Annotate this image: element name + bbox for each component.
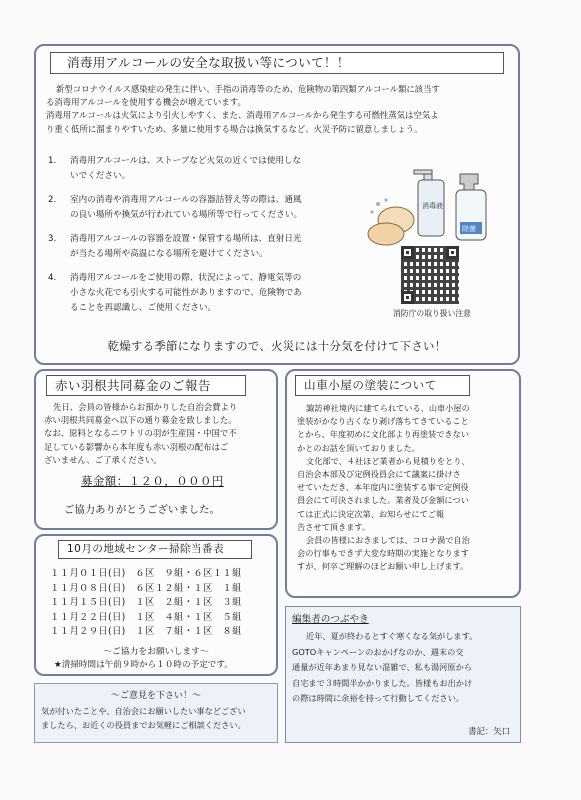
opinion-section — [34, 683, 278, 743]
rule-line: 小さな火花でも引火する可能性がありますので、危険物であ — [70, 288, 302, 298]
alcohol-safety-section — [34, 44, 520, 365]
editor-line: 自宅まで３時間半かかりました。皆様もお出かけ — [292, 677, 473, 688]
opinion-line: 気が付いたことや、自治会にお願いしたい事などござい — [41, 706, 246, 716]
cleaning-schedule — [50, 567, 242, 640]
editor-line: 通量が近年あまり見ない混雑で、私も湯河原から — [292, 662, 472, 672]
opinion-body — [41, 704, 277, 732]
qr-finder-icon — [401, 246, 414, 259]
body-line: 文化部で、４社ほど業者から見積りをとり、 — [306, 455, 470, 466]
rule-line: が当たる場所や高温になる場所を避けてください。 — [70, 249, 268, 259]
editor-signature: 書記：矢口 — [468, 726, 510, 736]
spray-label: 除菌 — [462, 225, 476, 233]
body-line: 告させて頂きます。 — [297, 521, 371, 532]
editor-line: GOTOキャンペーンのおかげなのか、週末の交 — [292, 646, 464, 657]
qr-caption: 消防庁の取り扱い注意 — [393, 309, 471, 318]
rule-number: 4. — [48, 273, 57, 283]
intro-line: 新型コロナウイルス感染症の発生に伴い、手指の消毒等のため、危険物の第四類アルコール類に該当す — [56, 84, 440, 94]
body-line: 足している影響から本年度も赤い羽根の配布はご — [44, 441, 229, 452]
rule-line: 消毒用アルコールの容器を設置・保管する場所は、直射日光 — [70, 234, 302, 244]
schedule-row: １１月０８日(日) ６区１２組・１区 １組 — [50, 582, 242, 594]
intro-line: る消毒用アルコールを使用する機会が増えています。 — [46, 97, 246, 108]
rule-line: 室内の消毒や消毒用アルコールの容器詰替え等の際は、通風 — [70, 195, 302, 205]
rule-item — [48, 193, 348, 223]
intro-line: 消毒用アルコールは火気により引火しやすく、また、消毒用アルコールから発生する可燃性蒸気は空気よ — [46, 110, 439, 121]
cleaning-section — [34, 534, 278, 676]
rule-item — [48, 154, 348, 184]
body-line: 員会にて可決されました。業者及び金額につい — [297, 495, 469, 506]
rule-line: ることを再認識し、ご使用ください。 — [70, 303, 217, 313]
alcohol-rules-list — [48, 154, 348, 325]
body-line: 赤い羽根共同募金へ以下の通り募金を致しました。 — [44, 415, 237, 426]
yamaguruma-section — [285, 369, 521, 598]
editor-line: の際は時間に余裕を持って行動してください。 — [292, 693, 464, 703]
alcohol-footer: 乾燥する季節になりますので、火災には十分気を付けて下さい！ — [107, 339, 447, 353]
editor-line: 近年、夏が終わるとすぐ寒くなる気がします。 — [306, 631, 478, 641]
body-line: かとのお話を頂いておりました。 — [297, 442, 420, 453]
qr-code[interactable] — [401, 246, 459, 304]
schedule-row: １１月０１日(日) ６区 ９組・６区１１組 — [50, 568, 242, 579]
body-line: 塗装がかなり古くなり剥げ落ちてきていること — [297, 416, 469, 427]
akaihane-section — [34, 369, 278, 530]
rule-line: 消毒用アルコールは、ストーブなど火気の近くでは使用しな — [70, 156, 302, 166]
editor-body — [292, 629, 518, 707]
bottle-label: 消毒液 — [422, 202, 443, 210]
rule-number: 3. — [48, 234, 57, 244]
body-line: ざいません、ご了承ください。 — [44, 454, 162, 465]
rule-line: の良い場所や換気が行われている場所等で行ってください。 — [70, 210, 303, 220]
rule-line: 消毒用アルコールをご使用の際、状況によって、静電気等の — [70, 273, 302, 283]
body-line: とから、年度初めに文化部より再塗装できない — [297, 429, 469, 440]
intro-line: り重く低所に溜まりやすいため、多量に使用する場合は換気するなど、火災予防に留意しましょう。 — [46, 123, 423, 134]
cleaning-request: ～ご協力をお願いします～ — [103, 647, 209, 657]
body-line: 自治会本部及び定例役員会にて議案に掛けさ — [297, 469, 461, 480]
editor-section — [285, 606, 521, 743]
opinion-title: ～ご意見を下さい！～ — [110, 691, 201, 701]
yamaguruma-body — [297, 402, 519, 574]
body-line: ては正式に決定次第、お知らせにてご報 — [297, 508, 445, 519]
akaihane-thanks: ご協力ありがとうございました。 — [64, 504, 220, 516]
akaihane-body — [44, 401, 274, 467]
body-line: 会の行事もできず大変な時期の実施となります — [297, 548, 469, 559]
rule-number: 1. — [48, 156, 57, 166]
akaihane-title: 赤い羽根共同募金のご報告 — [46, 375, 246, 396]
schedule-row: １１月２９日(日) １区 ７組・１区 ８組 — [50, 626, 242, 637]
rule-item — [48, 232, 348, 262]
opinion-line: ましたら、お近くの役員までお気軽にご相談ください。 — [41, 720, 246, 730]
donation-amount: 募金額：１２０，０００円 — [81, 474, 224, 488]
schedule-row: １１月１５日(日) １区 ２組・１区 ３組 — [50, 597, 242, 608]
cleaning-hours: ★清掃時間は午前９時から１０時の予定です。 — [54, 660, 233, 670]
yamaguruma-title: 山車小屋の塗装について — [295, 375, 470, 396]
cleaning-title: 10月の地域センター掃除当番表 — [58, 540, 252, 559]
schedule-row: １１月２２日(日) １区 ４組・１区 ５組 — [50, 611, 242, 623]
body-line: 諏訪神社境内に建てられている、山車小屋の — [306, 403, 470, 413]
body-line: せていただき、本年度内に塗装する事で定例役 — [297, 482, 469, 493]
alcohol-title: 消毒用アルコールの安全な取扱い等について！！ — [50, 52, 504, 74]
qr-finder-icon — [401, 291, 414, 304]
alcohol-intro — [46, 83, 516, 136]
hands-icon — [368, 198, 414, 245]
qr-finder-icon — [446, 246, 459, 259]
rule-number: 2. — [48, 195, 57, 205]
rule-item — [48, 271, 348, 316]
body-line: 会員の皆様におきましては、コロナ渦で自治 — [306, 535, 470, 546]
editor-title: 編集者のつぶやき — [292, 614, 369, 625]
body-line: 先日、会員の皆様からお預かりした自治会費より — [53, 402, 238, 412]
body-line: なお、原料となるニワトリの羽が生産国・中国で不 — [44, 428, 237, 439]
body-line: すが、何卒ご理解のほどお願い申し上げます。 — [297, 561, 469, 572]
rule-line: いでください。 — [70, 171, 131, 181]
